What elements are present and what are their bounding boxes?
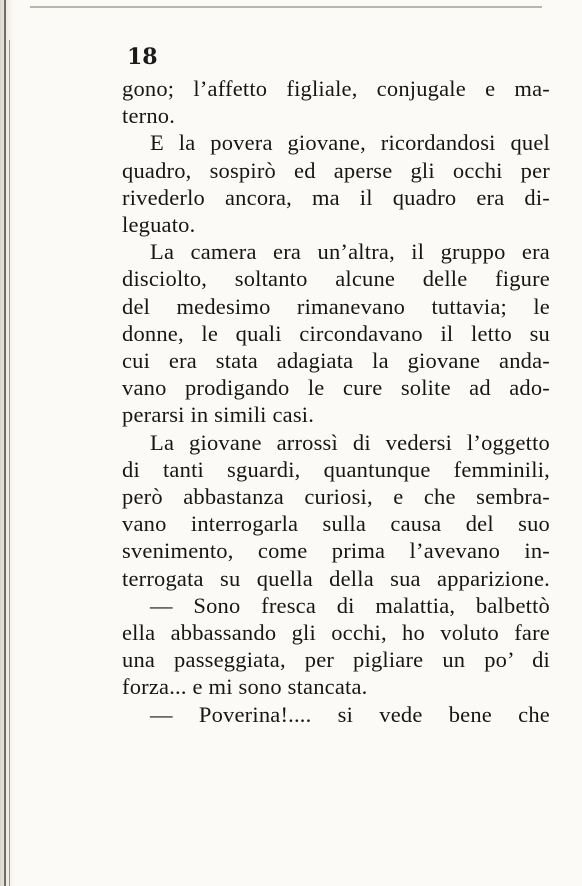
text-line: perarsi in simili casi. [122,402,315,428]
text-line: una passeggiata, per pigliare un po’ di [122,647,550,673]
text-line: svenimento, come prima l’avevano in- [122,538,550,564]
text-line: terrogata su quella della sua apparizione. [122,565,550,591]
text-line: — Poverina!.... si vede bene che [150,701,550,727]
body-text [122,75,550,728]
text-line: leguato. [122,212,196,238]
text-line: forza... e mi sono stancata. [122,674,368,700]
page-top-edge [30,6,542,8]
text-line: — Sono fresca di malattia, balbettò [150,592,550,618]
page-edge-line [4,0,6,886]
text-line: gono; l’affetto figliale, conjugale e ma- [122,76,550,101]
text-line: disciolto, soltanto alcune delle figure [122,266,550,292]
text-line: vano prodigando le cure solite ad ado- [122,375,550,401]
text-line: terno. [122,103,176,129]
text-line: quadro, sospirò ed aperse gli occhi per [122,157,550,183]
text-line: vano interrogarla sulla causa del suo [122,511,550,537]
page-edge-line-inner [9,40,10,886]
text-line: ella abbassando gli occhi, ho voluto fare [122,620,550,646]
text-line: di tanti sguardi, quantunque femminili, [122,456,550,482]
text-line: però abbastanza curiosi, e che sembra- [122,484,550,510]
text-line: donne, le quali circondavano il letto su [122,320,550,346]
page-number: 18 [127,44,158,70]
text-line: La camera era un’altra, il gruppo era [150,239,550,265]
text-line: cui era stata adagiata la giovane anda- [122,348,550,374]
text-line: E la povera giovane, ricordandosi quel [150,130,550,156]
text-line: del medesimo rimanevano tuttavia; le [122,293,550,319]
page-gutter [0,0,14,886]
text-line: La giovane arrossì di vedersi l’oggetto [150,429,550,455]
text-line: rivederlo ancora, ma il quadro era di- [122,184,550,210]
